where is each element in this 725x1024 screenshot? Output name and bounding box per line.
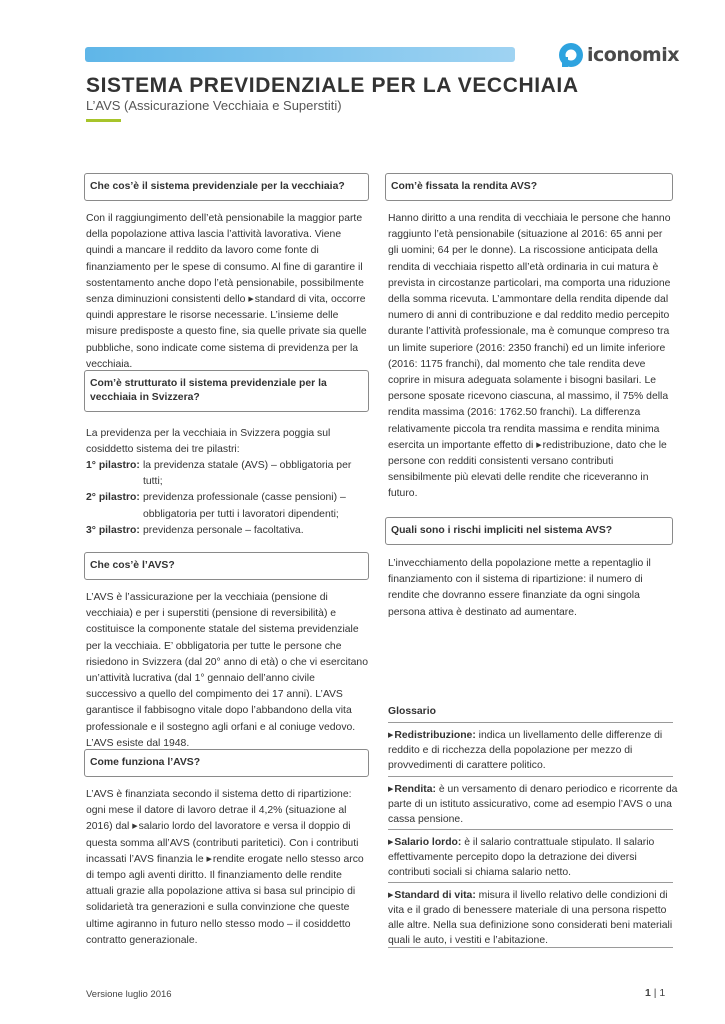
pillars-list	[86, 458, 363, 539]
section-heading-text: Che cos’è il sistema previdenziale per la vecchiaia?	[90, 181, 345, 192]
glossary-divider	[388, 722, 673, 723]
glossary-divider	[388, 829, 673, 830]
glossary-term: Salario lordo:	[394, 837, 462, 848]
page-current: 1	[645, 987, 651, 999]
text-span: salario lordo del lavoratore e versa il doppio di questa somma all’AVS (contributi paritetici). Con i contributi incassati l’AVS finanzia le	[86, 821, 359, 865]
section-heading-q3	[84, 552, 369, 580]
logo-text: iconomix	[587, 44, 679, 66]
glossary-divider	[388, 947, 673, 948]
title-accent-line	[86, 119, 121, 122]
section-heading-q4	[84, 749, 369, 777]
pillar-text: previdenza professionale (casse pensioni) – obbligatoria per tutti i lavoratori dipendenti;	[143, 492, 346, 520]
page-title: SISTEMA PREVIDENZIALE PER LA VECCHIAIA	[86, 74, 579, 97]
glossary-def: è il salario contrattuale stipulato. Il salario effettivamente percepito dopo la detrazione dei diversi contributi sociali si chiama salario netto.	[388, 837, 655, 878]
pillar-label: 1° pilastro:	[86, 460, 140, 471]
pillar-item	[86, 490, 363, 522]
glossary-divider	[388, 882, 673, 883]
bullet-arrow-icon: ▶	[388, 786, 394, 793]
header-color-bar	[85, 47, 515, 62]
section-text-q5	[388, 211, 675, 503]
glossary-def: misura il livello relativo delle condizioni di vita e il grado di benessere materiale di una persona rispetto alle altre. Nella sua definizione sono considerati beni materiali quali le auto, i vestiti e l’abitazione.	[388, 890, 673, 946]
section-text-q1	[86, 211, 368, 373]
glossary-item	[388, 728, 678, 773]
iconomix-logo	[558, 42, 679, 68]
section-text-q4	[86, 787, 368, 949]
pillar-text: la previdenza statale (AVS) – obbligatoria per tutti;	[143, 460, 352, 488]
page-subtitle: L’AVS (Assicurazione Vecchiaia e Superstiti)	[86, 98, 342, 113]
bullet-arrow-icon: ▶	[388, 839, 394, 846]
glossary-term: Rendita:	[394, 784, 436, 795]
glossary-arrow-icon: ▶	[536, 441, 542, 449]
section-text-q6	[388, 556, 675, 621]
glossary-item	[388, 835, 678, 880]
section-heading-text: Com’è strutturato il sistema previdenziale per la vecchiaia in Svizzera?	[90, 378, 327, 403]
bullet-arrow-icon: ▶	[388, 892, 394, 899]
text-span: standard di vita, occorre quindi apprestare le risorse necessarie. L’insieme delle misure predisposte a questo fine, sia quelle private sia quelle pubbliche, sono indicate come sistema di previdenza per la vecchiaia.	[86, 294, 367, 370]
section-heading-text: Quali sono i rischi impliciti nel sistema AVS?	[391, 525, 613, 536]
pillar-item	[86, 523, 363, 539]
pillar-text: previdenza personale – facoltativa.	[143, 524, 304, 536]
glossary-def: è un versamento di denaro periodico e ricorrente da parte di un istituto assicurativo, come ad esempio l’AVS o una cassa pensione.	[388, 784, 678, 825]
section-heading-q2	[84, 370, 369, 412]
pillar-item	[86, 458, 363, 490]
page-number	[645, 987, 665, 999]
section-heading-text: Che cos’è l’AVS?	[90, 560, 175, 571]
text-span: redistribuzione, dato che le persone con redditi consistenti versano contributi sensibilmente più elevati delle rendite che riceveranno in futuro.	[388, 439, 667, 500]
glossary-item	[388, 782, 678, 827]
pillars-intro: La previdenza per la vecchiaia in Svizzera poggia sul cosiddetto sistema dei tre pilastri:	[86, 428, 331, 456]
text-span: rendite erogate nello stesso arco di tempo agli aventi diritto. Il finanziamento delle rendite attuali grazie alla popolazione attiva si basa sul principio di solidarietà tra generazioni e sulla convinzione che queste ultime agiranno in futuro nello stesso modo – il cosiddetto contratto generazionale.	[86, 853, 364, 946]
section-heading-q5	[385, 173, 673, 201]
section-paragraph: L’AVS è l’assicurazione per la vecchiaia (pensione di vecchiaia) e per i superstiti (pensione di reversibilità) e costituisce la componente statale del sistema previdenziale per la vecchiaia. E’ obbligatoria per tutte le persone che risiedono in Svizzera (dal 20° anno di età) o che vi esercitano un’attività lucrativa (dal 1° gennaio dell’anno civile successivo a quello del compimento dei 17 anni). L’AVS garantisce il fabbisogno vitale dopo l’abbandono della vita professionale e il sostegno agli orfani e al coniuge vedovo. L’AVS esiste dal 1948.	[86, 592, 368, 749]
text-span: L’AVS è finanziata secondo il sistema detto di ripartizione: ogni mese il datore di lavoro detrae il 4,2% (situazione al 2016) dal	[86, 789, 352, 833]
glossary-term: Redistribuzione:	[394, 730, 476, 741]
glossary-title: Glossario	[388, 706, 436, 717]
glossary-arrow-icon: ▶	[132, 823, 138, 831]
section-text-q3	[86, 590, 368, 752]
page-separator: |	[653, 987, 657, 999]
glossary-divider	[388, 776, 673, 777]
pillar-label: 2° pilastro:	[86, 492, 140, 504]
footer-version: Versione luglio 2016	[86, 989, 172, 1000]
glossary-arrow-icon: ▶	[248, 296, 254, 304]
section-heading-q6	[385, 517, 673, 545]
section-paragraph: L’invecchiamento della popolazione mette a repentaglio il finanziamento con il sistema di ripartizione: il numero di rendite che dovranno essere finanziate da ogni singola persona attiva è destinato ad aumentare.	[388, 558, 651, 618]
pillar-label: 3° pilastro:	[86, 524, 140, 536]
glossary-def: indica un livellamento delle differenze di reddito e di ricchezza della popolazione per mezzo di provvedimenti di carattere politico.	[388, 730, 663, 771]
glossary-term: Standard di vita:	[394, 890, 476, 901]
glossary-arrow-icon: ▶	[206, 855, 212, 863]
iconomix-logo-icon	[558, 42, 584, 68]
bullet-arrow-icon: ▶	[388, 732, 394, 739]
text-span: Con il raggiungimento dell’età pensionabile la maggior parte della popolazione attiva lascia l’attività lavorativa. Viene quindi a mancare il reddito da lavoro come fonte di finanziamento per le spese di consumo. Al fine di garantire il sostentamento anche dopo l’età pensionabile, possibilmente senza diminuzioni consistenti dello	[86, 213, 364, 306]
section-intro-q2	[86, 426, 368, 458]
glossary-item	[388, 888, 678, 948]
section-heading-q1	[84, 173, 369, 201]
section-heading-text: Come funziona l’AVS?	[90, 757, 201, 768]
page-total: 1	[659, 987, 666, 999]
text-span: Hanno diritto a una rendita di vecchiaia le persone che hanno raggiunto l’età pensionabile (situazione al 2016: 65 anni per gli uomini; 64 per le donne). La riscossione anticipata della rendita di vecchiaia rispetto all’età ordinaria in cui matura è prevista in circostanze particolari, ma comporta una riduzione della somma ricevuta. L’ammontare della rendita dipende dal numero di anni di contribuzione e dal reddito medio percepito durante l’attività professionale, ma è comunque compreso tra un limite superiore (2016: 2350 franchi) ed un limite inferiore (2016: 1175 franchi), dal momento che tale rendita deve coprire in misura adeguata solamente i bisogni basilari. Le persone sposate ricevono ciascuna, al massimo, il 75% della rendita massima (2016: 1762.50 franchi). La differenza relativamente piccola tra rendita massima e rendita minima esercita un importante effetto di	[388, 213, 671, 451]
section-heading-text: Com’è fissata la rendita AVS?	[391, 181, 538, 192]
